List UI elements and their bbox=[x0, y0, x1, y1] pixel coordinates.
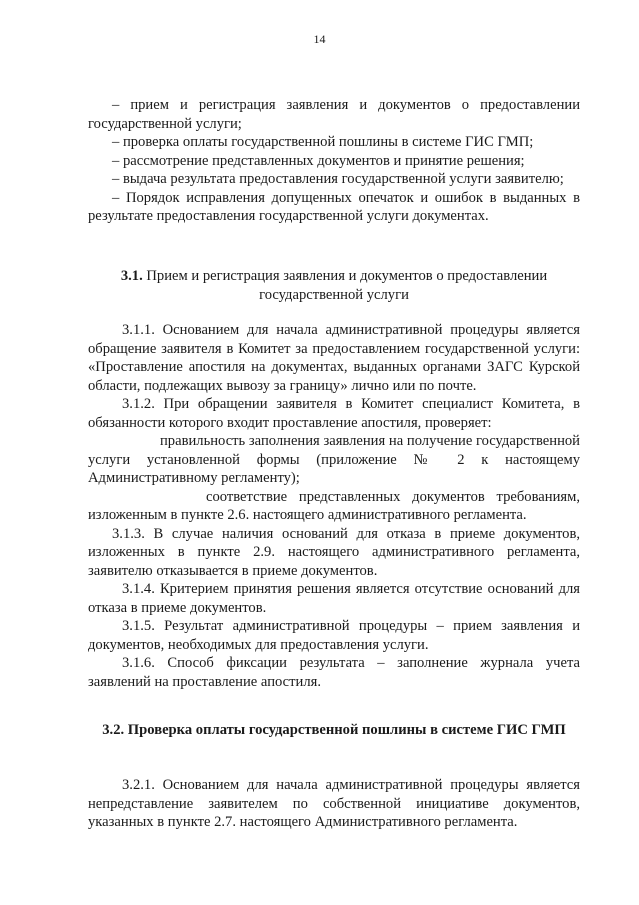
section-3-1-number: 3.1. bbox=[120, 268, 143, 284]
paragraph: 3.1.3. В случае наличия оснований для отказа в приеме документов, изложенных в пункте 2.9. настоящего административного регламента, заявителю отказывается в приеме документов. bbox=[88, 525, 580, 579]
paragraph: 3.1.4. Критерием принятия решения является отсутствие оснований для отказа в приеме документов. bbox=[88, 581, 580, 616]
section-3-1-heading bbox=[88, 267, 580, 304]
paragraph: 3.1.6. Способ фиксации результата – заполнение журнала учета заявлений на проставление апостиля. bbox=[88, 655, 580, 690]
paragraph: 3.2.1. Основанием для начала административной процедуры является непредставление заявителем по собственной инициативе документов, указанных в пункте 2.7. настоящего Административного регламента. bbox=[88, 777, 580, 830]
section-3-1-title: Прием и регистрация заявления и документов о предоставлении государственной услуги bbox=[146, 268, 548, 303]
section-3-2-heading: 3.2. Проверка оплаты государственной пошлины в системе ГИС ГМП bbox=[102, 722, 566, 738]
list-item: – рассмотрение представленных документов и принятие решения; bbox=[112, 152, 525, 169]
list-item: – выдача результата предоставления государственной услуги заявителю; bbox=[112, 171, 564, 187]
paragraph: соответствие представленных документов требованиям, изложенным в пункте 2.6. настоящего административного регламента. bbox=[88, 488, 580, 523]
list-item: – Порядок исправления допущенных опечаток и ошибок в выданных в результате предоставления государственной услуги документах. bbox=[88, 189, 580, 224]
section-3-2-body bbox=[88, 776, 580, 832]
paragraph: 3.1.2. При обращении заявителя в Комитет специалист Комитета, в обязанности которого входит проставление апостиля, проверяет: bbox=[88, 396, 580, 431]
paragraph: правильность заполнения заявления на получение государственной услуги установленной формы (приложение № 2 к настоящему Административному регламенту); bbox=[88, 433, 580, 486]
procedure-list bbox=[88, 96, 580, 226]
paragraph: 3.1.5. Результат административной процедуры – прием заявления и документов, необходимых для предоставления услуги. bbox=[88, 618, 580, 653]
page-number: 14 bbox=[313, 32, 326, 46]
list-item: – прием и регистрация заявления и документов о предоставлении государственной услуги; bbox=[88, 97, 580, 132]
section-3-1-body bbox=[88, 321, 580, 691]
paragraph: 3.1.1. Основанием для начала административной процедуры является обращение заявителя в Комитет за предоставлением государственной услуги: «Проставление апостиля на документах, выданных органами ЗАГС Курской области, подлежащих вывозу за границу» лично или по почте. bbox=[88, 322, 580, 394]
list-item: – проверка оплаты государственной пошлины в системе ГИС ГМП; bbox=[112, 134, 534, 150]
